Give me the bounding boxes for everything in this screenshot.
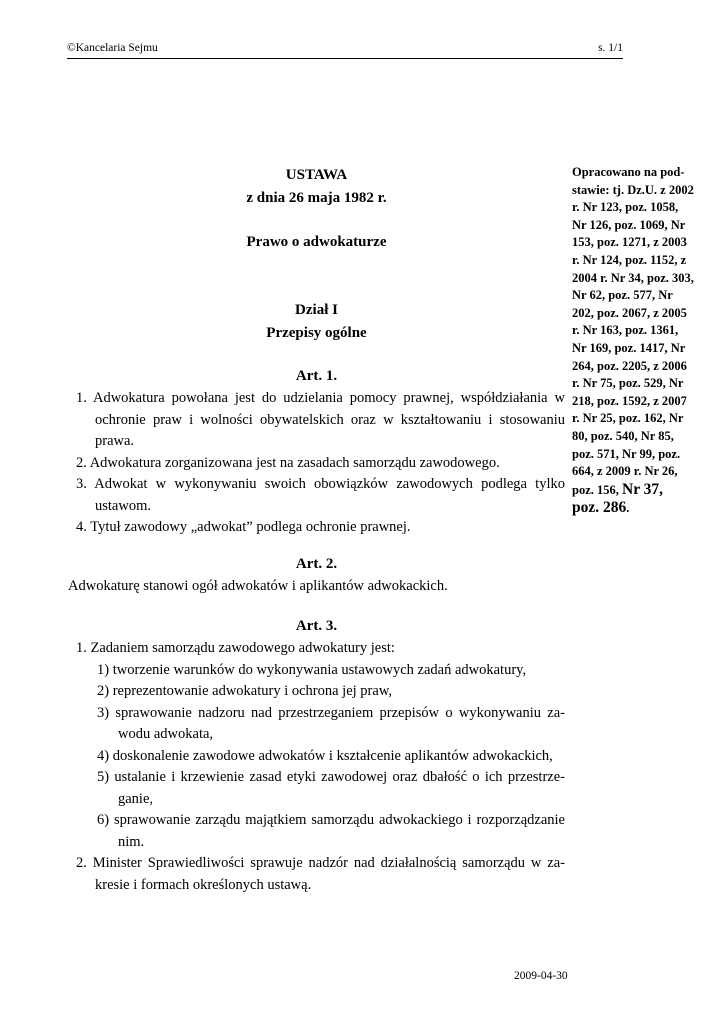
article-3-paragraph-2: 2. Minister Sprawiedliwości sprawuje nadzór nad działalnością samorządu w zakresie i formach określonych ustawą. (76, 855, 565, 893)
article-3-heading: Art. 3. (295, 618, 338, 634)
article-1-paragraph-2: 2. Adwokatura zorganizowana jest na zasadach samorządu zawodowego. (76, 454, 500, 471)
article-2-paragraph-1: Adwokaturę stanowi ogół adwokatów i aplikantów adwokackich. (68, 577, 448, 594)
article-3-point-5: 5) ustalanie i krzewienie zasad etyki zawodowej oraz dbałość o ich przestrzeganie, (97, 769, 565, 807)
article-3-point-3: 3) sprawowanie nadzoru nad przestrzeganiem przepisów o wykonywaniu zawodu adwokata, (97, 704, 565, 742)
article-3-point-2: 2) reprezentowanie adwokatury i ochrona jej praw, (97, 683, 392, 699)
division-heading: Dział I (295, 302, 338, 318)
article-1-heading: Art. 1. (295, 368, 338, 384)
act-title: USTAWA (285, 167, 348, 183)
article-3-paragraph-1: 1. Zadaniem samorządu zawodowego adwokatury jest: (76, 640, 395, 656)
legal-basis-note (572, 164, 694, 518)
act-subject: Prawo o adwokaturze (246, 234, 387, 250)
publisher-label: ©Kancelaria Sejmu (67, 42, 158, 54)
article-3-point-4: 4) doskonalenie zawodowe adwokatów i kształcenie aplikantów adwokackich, (97, 747, 553, 764)
legal-basis-note-highlight: Nr 37, poz. 286 (572, 480, 664, 517)
article-1-paragraph-3: 3. Adwokat w wykonywaniu swoich obowiązków zawodowych podlega tylko ustawom. (76, 476, 565, 514)
article-2-heading: Art. 2. (295, 555, 338, 572)
article-3-point-1: 1) tworzenie warunków do wykonywania ustawowych zadań adwokatury, (97, 661, 527, 678)
main-text-column (68, 164, 565, 896)
article-3-point-6: 6) sprawowanie zarządu majątkiem samorządu adwokackiego i rozporządzanie nim. (97, 812, 565, 850)
legal-basis-note-suffix: . (626, 501, 630, 516)
division-subtitle: Przepisy ogólne (266, 325, 367, 341)
footer-date: 2009-04-30 (514, 970, 568, 982)
article-1-paragraph-1: 1. Adwokatura powołana jest do udzielania pomocy prawnej, współdziałania w ochronie praw i wolności obywatelskich oraz w kształtowaniu i stosowaniu prawa. (76, 390, 565, 449)
act-date: z dnia 26 maja 1982 r. (246, 190, 387, 206)
article-1-paragraph-4: 4. Tytuł zawodowy „adwokat” podlega ochronie prawnej. (76, 519, 411, 535)
page-header (67, 42, 623, 59)
page-number-label: s. 1/1 (598, 42, 623, 54)
legal-basis-note-text: Opracowano na podstawie: tj. Dz.U. z 2002 r. Nr 123, poz. 1058, Nr 126, poz. 1069, Nr 153, poz. 1271, z 2003 r. Nr 124, poz. 1152, z 2004 r. Nr 34, poz. 303, Nr 62, poz. 577, Nr 202, poz. 2067, z 2005 r. Nr 163, poz. 1361, Nr 169, poz. 1417, Nr 264, poz. 2205, z 2006 r. Nr 75, poz. 529, Nr 218, poz. 1592, z 2007 r. Nr 25, poz. 162, Nr 80, poz. 540, Nr 85, poz. 571, Nr 99, poz. 664, z 2009 r. Nr 26, poz. 156, (572, 165, 694, 497)
